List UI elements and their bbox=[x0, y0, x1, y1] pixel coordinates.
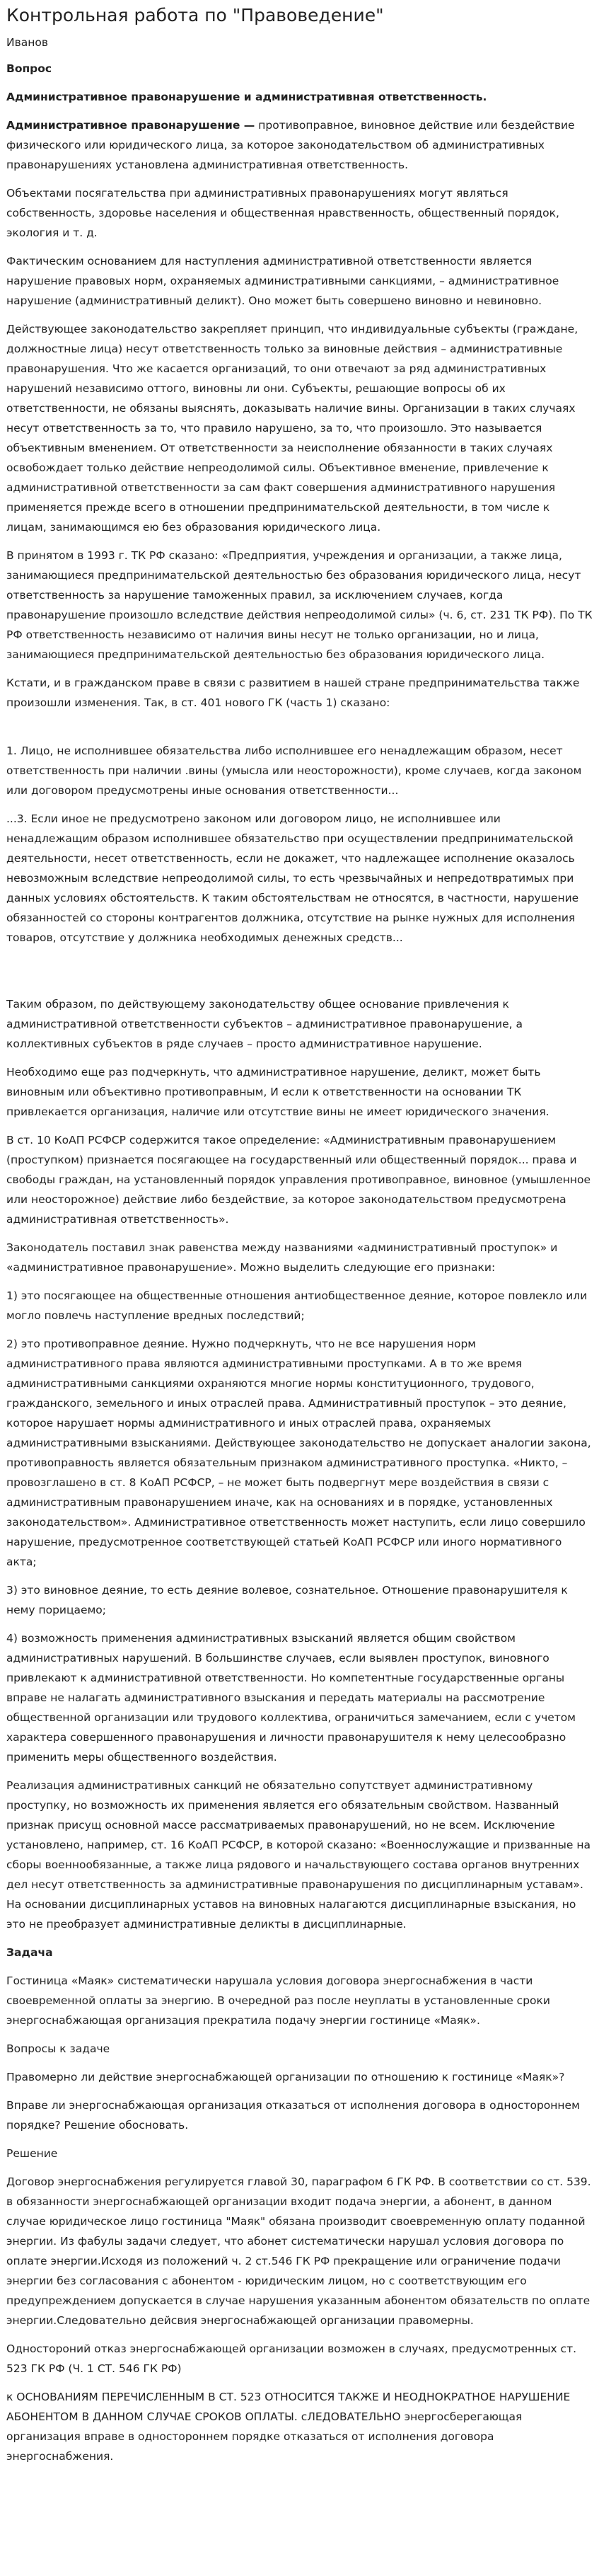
task-text: Гостиница «Маяк» систематически нарушала условия договора энергоснабжения в части своевременной оплаты за энергию. В очередной раз после неуплаты в установленные сроки энергоснабжающая организация прекратила подачу энергии гостинице «Маяк». bbox=[6, 1974, 550, 2027]
paragraph: В ст. 10 КоАП РСФСР содержится такое определение: «Административным правонарушением (проступком) признается посягающее на государственный или общественный порядок... права и свободы граждан, на установленный порядок управления противоправное, виновное (умышленное или неосторожное) действие либо бездействие, за которое законодательством предусмотрена административная ответственность». bbox=[6, 1134, 591, 1226]
paragraph: Реализация административных санкций не обязательно сопутствует административному проступку, но возможность их применения является его обязательным свойством. Названный признак присущ основной массе рассматриваемых правонарушений, но не всем. Исключение установлено, например, ст. 16 КоАП РСФСР, в которой сказано: «Военнослужащие и призванные на сборы военнообязанные, а также лица рядового и начальствующего состава органов внутренних дел несут ответственность за административные правонарушения по дисциплинарным уставам». На основании дисциплинарных уставов на виновных налагаются дисциплинарные взыскания, но это не преобразует административные деликты в дисциплинарные. bbox=[6, 1779, 591, 1931]
task-question: Правомерно ли действие энергоснабжающей организации по отношению к гостинице «Маяк»? bbox=[6, 2071, 565, 2083]
definition-term: Административное правонарушение — bbox=[6, 119, 255, 132]
author-name: Иванов bbox=[6, 36, 48, 49]
list-item: 4) возможность применения административных взысканий является общим свойством административных нарушений. В большинстве случаев, если выявлен проступок, виновного привлекают к административной ответственности. Но компетентные государственные органы вправе не налагать административного взыскания и передать материалы на рассмотрение общественной организации или трудового коллектива, ограничиться замечанием, если с учетом характера совершенного правонарушения и личности правонарушителя к нему целесообразно применить меры общественного воздействия. bbox=[6, 1632, 576, 1764]
paragraph: Фактическим основанием для наступления административной ответственности является нарушение правовых норм, охраняемых административными санкциями, – административное нарушение (административный деликт). Оно может быть совершено виновно и невиновно. bbox=[6, 255, 559, 307]
paragraph: Необходимо еще раз подчеркнуть, что административное нарушение, деликт, может быть виновным или объективно противоправным, И если к ответственности на основании ТК привлекается организация, наличие или отсутствие вины не имеет юридического значения. bbox=[6, 1066, 549, 1118]
solution-paragraph: Договор энергоснабжения регулируется главой 30, параграфом 6 ГК РФ. В соответствии со ст. 539. в обязанности энергоснабжающей организации входит подача энергии, а абонент, в данном случае юридическое лицо гостиница "Маяк" обязана производит своевременную оплату поданной энергии. Из фабулы задачи следует, что абонет систематически нарушал условия договора по оплате энергии.Исходя из положений ч. 2 ст.546 ГК РФ прекращение или ограничение подачи энергии без согласования с абонентом - юридическим лицом, но с соответствующим его предупреждением допускается в случае нарушения указанным абонентом обязательств по оплате энергии.Следовательно дейсвия энергоснабжающей организации правомерны. bbox=[6, 2175, 591, 2327]
question-title: Административное правонарушение и административная ответственность. bbox=[6, 91, 487, 103]
spacer bbox=[6, 721, 593, 741]
paragraph: В принятом в 1993 г. ТК РФ сказано: «Предприятия, учреждения и организации, а также лица, занимающиеся предпринимательской деятельностью без образования юридического лица, несут ответственность за нарушение таможенных правил, за исключением случаев, когда правонарушение произошло вследствие действия непреодолимой силы» (ч. 6, ст. 231 ТК РФ). По ТК РФ ответственность независимо от наличия вины несут не только организации, но и лица, занимающиеся предпринимательской деятельностью без образования юридического лица. bbox=[6, 549, 593, 661]
paragraph: Законодатель поставил знак равенства между названиями «административный проступок» и «административное правонарушение». Можно выделить следующие его признаки: bbox=[6, 1241, 558, 1274]
solution-paragraph: Одностороний отказ энергоснабжающей организации возможен в случаях, предусмотренных ст. 523 ГК РФ (Ч. 1 СТ. 546 ГК РФ) bbox=[6, 2342, 577, 2375]
task-question: Вправе ли энергоснабжающая организация отказаться от исполнения договора в одностороннем порядке? Решение обосновать. bbox=[6, 2099, 580, 2132]
list-item: 3) это виновное деяние, то есть деяние волевое, сознательное. Отношение правонарушителя к нему порицаемо; bbox=[6, 1584, 568, 1616]
page-title: Контрольная работа по "Правоведение" bbox=[6, 5, 384, 25]
definition-text: противоправное, виновное действие или бездействие физического или юридического лица, за которое законодательством об административных правонарушениях установлена административная ответственность. bbox=[6, 119, 575, 171]
quote-paragraph: ...3. Если иное не предусмотрено законом или договором лицо, не исполнившее или ненадлежащим образом исполнившее обязательство при осуществлении предпринимательской деятельности, несет ответственность, если не докажет, что надлежащее исполнение оказалось невозможным вследствие непреодолимой силы, то есть чрезвычайных и непредотвратимых при данных условиях обстоятельств. К таким обстоятельствам не относятся, в частности, нарушение обязанностей со стороны контрагентов должника, отсутствие на рынке нужных для исполнения товаров, отсутствие у должника необходимых денежных средств... bbox=[6, 812, 579, 944]
questions-heading: Вопросы к задаче bbox=[6, 2042, 110, 2055]
spacer bbox=[6, 956, 593, 994]
solution-paragraph: к ОСНОВАНИЯМ ПЕРЕЧИСЛЕННЫМ В СТ. 523 ОТНОСИТСЯ ТАКЖЕ И НЕОДНОКРАТНОЕ НАРУШЕНИЕ АБОНЕНТОМ В ДАННОМ СЛУЧАЕ СРОКОВ ОПЛАТЫ. сЛЕДОВАТЕЛЬНО энергосберегающая организация вправе в одностороннем порядке отказаться от исполнения договора энергоснабжения. bbox=[6, 2391, 571, 2463]
paragraph-definition bbox=[6, 115, 593, 175]
question-heading: Вопрос bbox=[6, 62, 52, 75]
quote-paragraph: 1. Лицо, не исполнившее обязательства либо исполнившее его ненадлежащим образом, несет ответственность при наличии .вины (умысла или неосторожности), кроме случаев, когда законом или договором предусмотрены иные основания ответственности... bbox=[6, 744, 582, 797]
list-item: 1) это посягающее на общественные отношения антиобщественное деяние, которое повлекло или могло повлечь наступление вредных последствий; bbox=[6, 1289, 588, 1322]
list-item: 2) это противоправное деяние. Нужно подчеркнуть, что не все нарушения норм административного права являются административными проступками. А в то же время административными санкциями охраняются многие нормы конституционного, трудового, гражданского, земельного и иных отраслей права. Административный проступок – это деяние, которое нарушает нормы административного и иных отраслей права, охраняемых административными взысканиями. Действующее законодательство не допускает аналогии закона, противоправность является обязательным признаком административного проступка. «Никто, – провозглашено в ст. 8 КоАП РСФСР, – не может быть подвергнут мере воздействия в связи с административным правонарушением иначе, как на основаниях и в порядке, установленных законодательством». Административное ответственность может наступить, если лицо совершило нарушение, предусмотренное соответствующей статьей КоАП РСФСР или иного нормативного акта; bbox=[6, 1338, 591, 1568]
paragraph: Кстати, и в гражданском праве в связи с развитием в нашей стране предпринимательства также произошли изменения. Так, в ст. 401 нового ГК (часть 1) сказано: bbox=[6, 677, 580, 709]
paragraph: Таким образом, по действующему законодательству общее основание привлечения к административной ответственности субъектов – административное правонарушение, а коллективных субъектов в ряде случаев – просто административное нарушение. bbox=[6, 998, 523, 1050]
solution-heading: Решение bbox=[6, 2147, 58, 2160]
paragraph: Действующее законодательство закрепляет принцип, что индивидуальные субъекты (граждане, должностные лица) несут ответственность только за виновные действия – административные правонарушения. Что же касается организаций, то они отвечают за ряд административных нарушений независимо оттого, виновны ли они. Субъекты, решающие вопросы об их ответственности, не обязаны выяснять, доказывать наличие вины. Организации в таких случаях несут ответственность за то, что правило нарушено, за то, что произошло. Это называется объективным вменением. От ответственности за неисполнение обязанности в таких случаях освобождает только действие непреодолимой силы. Объективное вменение, привлечение к административной ответственности за сам факт совершения административного нарушения применяется прежде всего в отношении предпринимательской деятельности, в том числе к лицам, занимающимся ею без образования юридического лица. bbox=[6, 323, 578, 534]
paragraph: Объектами посягательства при административных правонарушениях могут являться собственность, здоровье населения и общественная нравственность, общественный порядок, экология и т. д. bbox=[6, 187, 559, 239]
task-heading: Задача bbox=[6, 1946, 53, 1959]
